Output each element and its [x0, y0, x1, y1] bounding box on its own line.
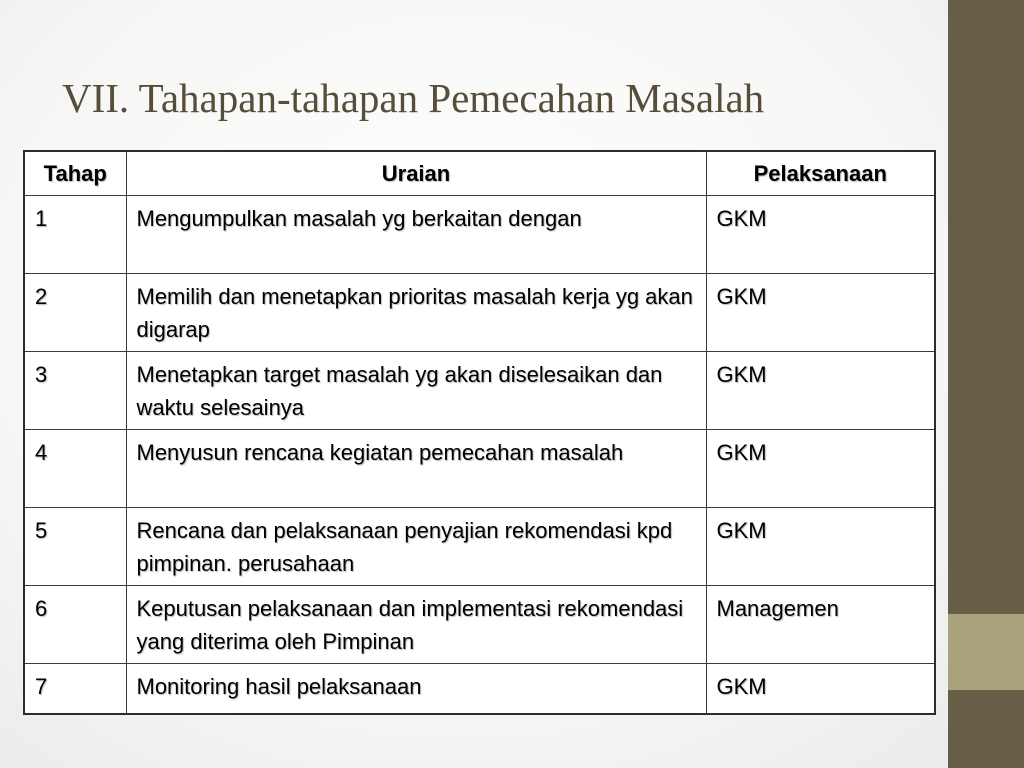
table-row: [24, 664, 935, 714]
cell-pelaksanaan: GKM: [706, 430, 935, 508]
table-row: [24, 430, 935, 508]
table-row: [24, 352, 935, 430]
cell-tahap: 1: [24, 196, 126, 274]
cell-uraian: Memilih dan menetapkan prioritas masalah kerja yg akan digarap: [126, 274, 706, 352]
table-row: [24, 274, 935, 352]
slide-title: VII. Tahapan-tahapan Pemecahan Masalah: [62, 75, 765, 121]
cell-uraian: Menyusun rencana kegiatan pemecahan masalah: [126, 430, 706, 508]
cell-tahap: 7: [24, 664, 126, 714]
cell-pelaksanaan: GKM: [706, 664, 935, 714]
header-tahap: Tahap: [24, 151, 126, 196]
header-pelaksanaan: Pelaksanaan: [706, 151, 935, 196]
cell-tahap: 2: [24, 274, 126, 352]
side-accent-block: [948, 614, 1024, 690]
cell-pelaksanaan: GKM: [706, 352, 935, 430]
steps-table: [23, 150, 936, 715]
table-row: [24, 586, 935, 664]
cell-uraian: Monitoring hasil pelaksanaan: [126, 664, 706, 714]
cell-tahap: 6: [24, 586, 126, 664]
header-uraian: Uraian: [126, 151, 706, 196]
cell-tahap: 4: [24, 430, 126, 508]
cell-pelaksanaan: Managemen: [706, 586, 935, 664]
table-header-row: [24, 151, 935, 196]
table-row: [24, 196, 935, 274]
cell-tahap: 3: [24, 352, 126, 430]
table-row: [24, 508, 935, 586]
cell-uraian: Rencana dan pelaksanaan penyajian rekomendasi kpd pimpinan. perusahaan: [126, 508, 706, 586]
cell-pelaksanaan: GKM: [706, 508, 935, 586]
cell-uraian: Mengumpulkan masalah yg berkaitan dengan: [126, 196, 706, 274]
cell-pelaksanaan: GKM: [706, 196, 935, 274]
cell-uraian: Keputusan pelaksanaan dan implementasi rekomendasi yang diterima oleh Pimpinan: [126, 586, 706, 664]
cell-pelaksanaan: GKM: [706, 274, 935, 352]
cell-tahap: 5: [24, 508, 126, 586]
cell-uraian: Menetapkan target masalah yg akan diselesaikan dan waktu selesainya: [126, 352, 706, 430]
